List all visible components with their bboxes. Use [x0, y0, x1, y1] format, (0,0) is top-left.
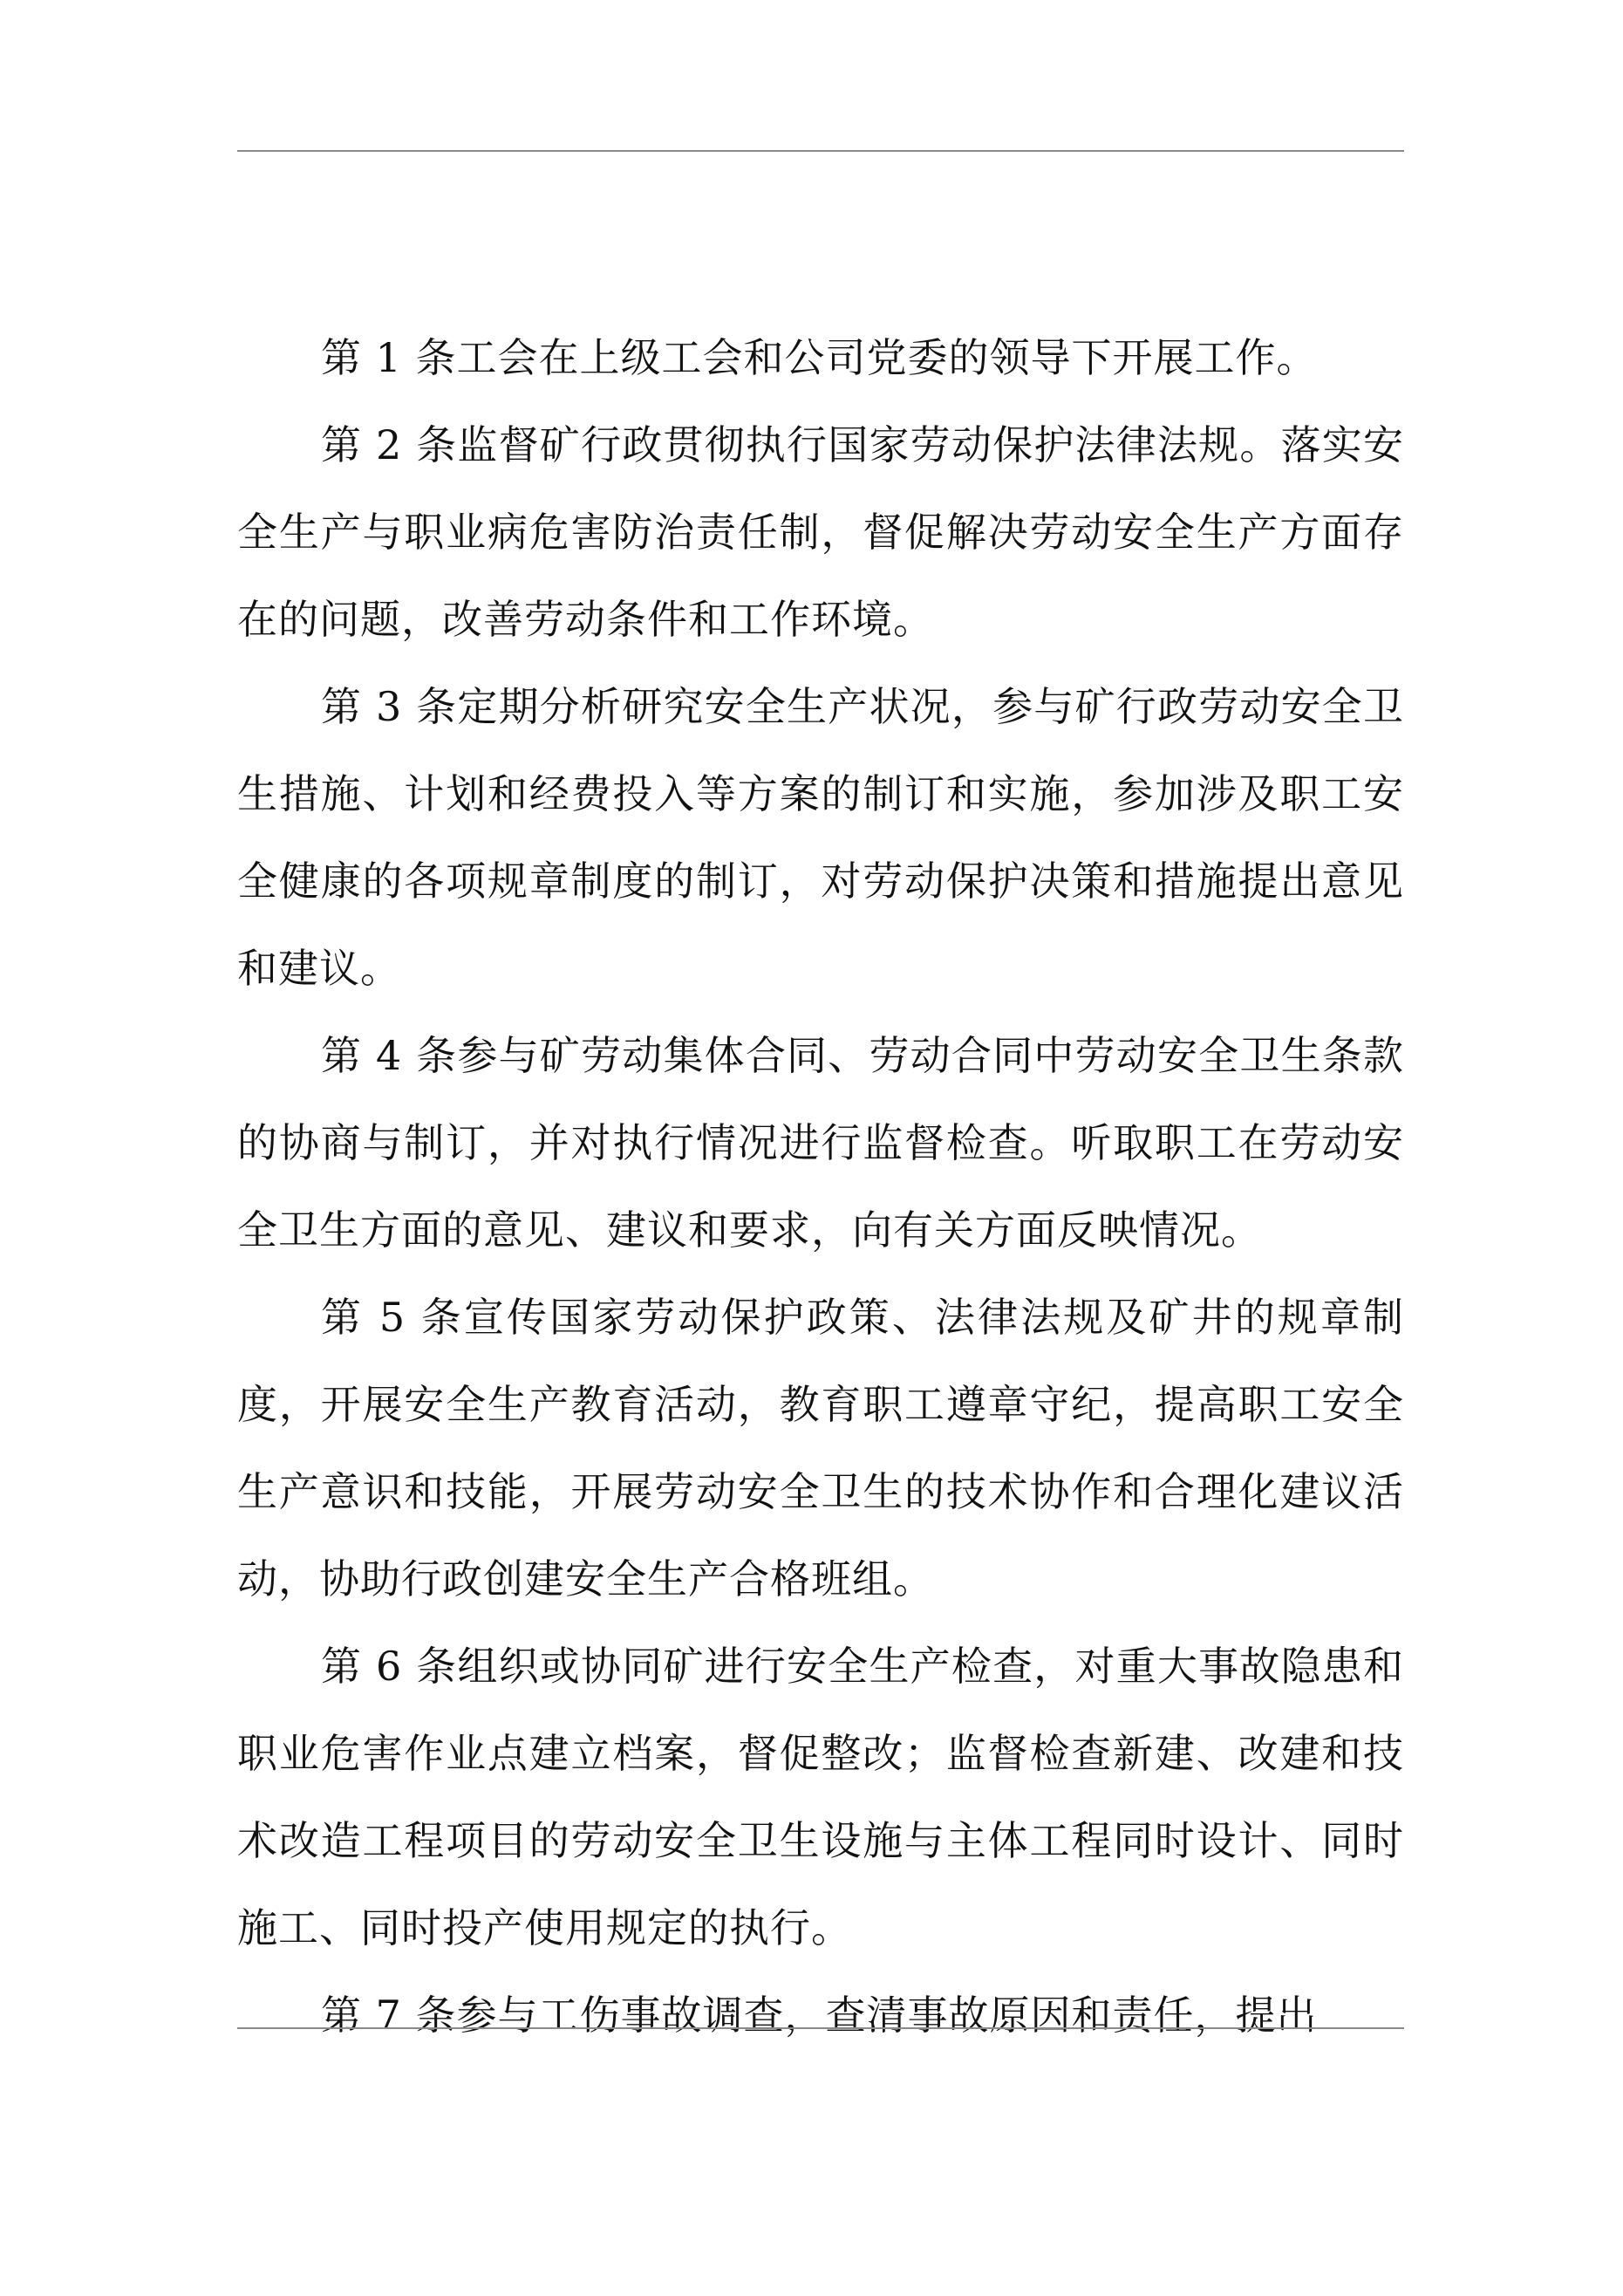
article-3: 第 3 条定期分析研究安全生产状况，参与矿行政劳动安全卫生措施、计划和经费投入等方案的制订和实施，参加涉及职工安全健康的各项规章制度的制订，对劳动保护决策和措施提出意见和建议。	[237, 683, 1404, 992]
article-7: 第 7 条参与工伤事故调查，查清事故原因和责任，提出	[321, 1992, 1318, 2039]
article-2: 第 2 条监督矿行政贯彻执行国家劳动保护法律法规。落实安全生产与职业病危害防治责任制，督促解决劳动安全生产方面存在的问题，改善劳动条件和工作环境。	[237, 421, 1404, 643]
article-1: 第 1 条工会在上级工会和公司党委的领导下开展工作。	[321, 334, 1318, 381]
article-5: 第 5 条宣传国家劳动保护政策、法律法规及矿井的规章制度，开展安全生产教育活动，教育职工遵章守纪，提高职工安全生产意识和技能，开展劳动安全卫生的技术协作和合理化建议活动，协助行政创建安全生产合格班组。	[237, 1294, 1404, 1602]
document-body	[237, 314, 1404, 2059]
header-rule	[237, 150, 1404, 152]
article-6: 第 6 条组织或协同矿进行安全生产检查，对重大事故隐患和职业危害作业点建立档案，督促整改；监督检查新建、改建和技术改造工程项目的劳动安全卫生设施与主体工程同时设计、同时施工、同时投产使用规定的执行。	[237, 1643, 1404, 1951]
article-4: 第 4 条参与矿劳动集体合同、劳动合同中劳动安全卫生条款的协商与制订，并对执行情况进行监督检查。听取职工在劳动安全卫生方面的意见、建议和要求，向有关方面反映情况。	[237, 1032, 1404, 1254]
footer-rule	[237, 2027, 1404, 2029]
